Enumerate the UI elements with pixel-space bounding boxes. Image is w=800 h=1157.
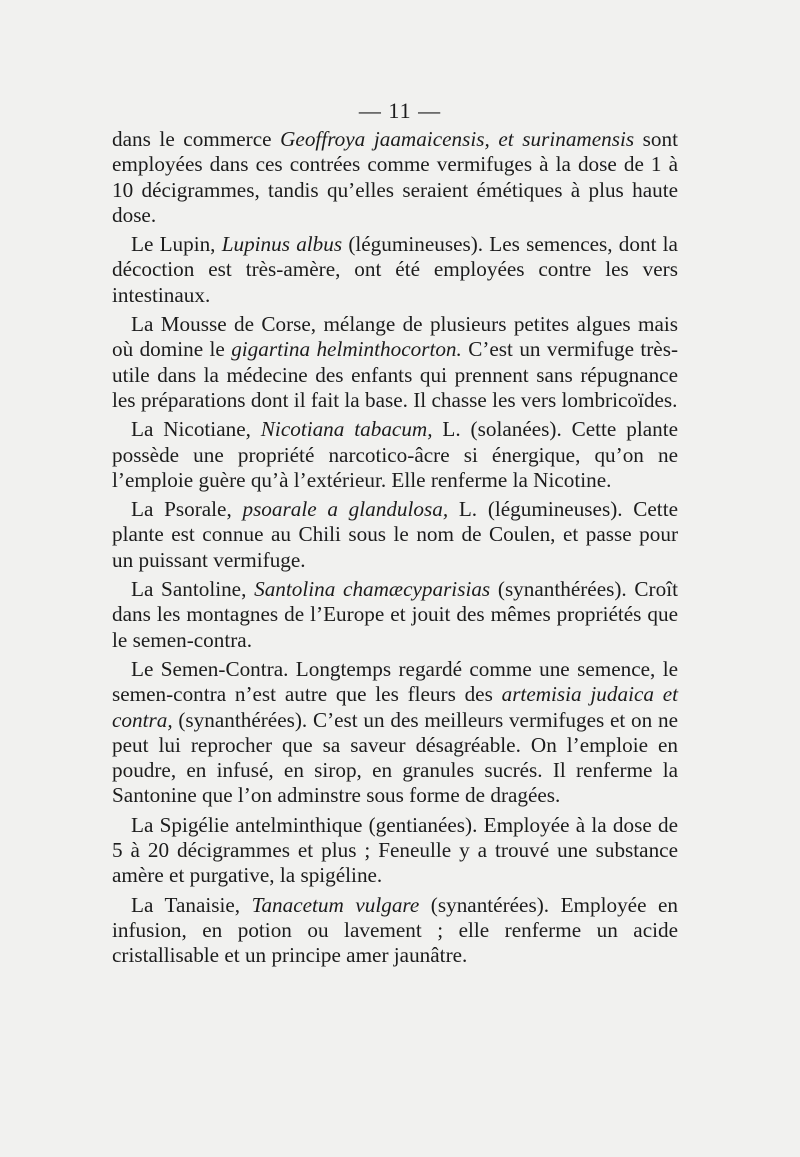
text-run: (synanthérées). C’est un des meilleurs vermifuges et on ne peut lui reprocher que sa saveur désagréable. On l’emploie en poudre, en infusé, en sirop, en granules sucrés. Il renferme la Santonine que l’on adminstre sous forme de dragées. [112,707,678,808]
paragraph-p7 [112,657,678,809]
text-run: L. (légumineuses). Cette plante est connue au Chili sous le nom de Coulen, et passe pour un puissant vermifuge. [112,497,678,572]
text-run: C’est un vermifuge très-utile dans la médecine des enfants qui prennent sans répugnance les préparations dont il fait la base. Il chasse les vers lombricoïdes. [112,337,679,412]
text-run: La Nicotiane, [131,417,261,442]
body-text [112,127,678,973]
species-name: Geoffroya jaamaicensis, [280,127,490,151]
text-run: La Santoline, [131,577,255,602]
paragraph-p9 [112,893,678,969]
paragraph-p3 [112,312,678,413]
species-name: artemisia judaica et contra, [112,682,679,732]
species-name: gigartina helminthocorton. [231,337,462,362]
text-run: La Psorale, [131,497,243,522]
text-run: (synanthérées). Croît dans les montagnes de l’Europe et jouit des mêmes propriétés que le semen-contra. [112,577,678,652]
species-name: Nicotiana tabacum, [260,417,433,442]
paragraph-p4 [112,417,678,493]
paragraph-p6 [112,577,678,653]
text-run: (légumineuses). Les semences, dont la décoction est très-amère, ont été employées contre les vers intestinaux. [112,232,678,307]
species-name: Santolina chamæcyparisias [254,577,491,602]
text-run: (synantérées). Employée en infusion, en potion ou lavement ; elle renferme un acide cristallisable et un principe amer jaunâtre. [112,892,678,968]
text-run: Le Lupin, [131,232,222,257]
species-name: Tanacetum vulgare [251,892,420,917]
text-run: La Mousse de Corse, mélange de plusieurs petites algues mais où domine le [112,312,678,362]
text-run: L. (solanées). Cette plante possède une propriété narcotico-âcre si énergique, qu’on ne l’emploie guère qu’à l’extérieur. Elle renferme la Nicotine. [112,417,678,492]
paragraph-p5 [112,497,678,573]
species-name: psoarale a glandulosa, [242,497,449,522]
paragraph-p1 [112,127,678,228]
paragraph-p8 [112,813,678,889]
paragraph-p2 [112,232,678,308]
text-run: La Spigélie antelminthique (gentianées). Employée à la dose de 5 à 20 décigrammes et plus ; Feneulle y a trouvé une substance amère et purgative, la spigéline. [112,812,678,888]
text-run: Le Semen-Contra. Longtemps regardé comme une semence, le semen-contra n’est autre que les fleurs des [112,656,678,707]
page-number: — 11 — [358,98,442,123]
text-run: dans le commerce [112,127,281,151]
species-name: et surinamensis [498,127,635,151]
text-run: sont employées dans ces contrées comme vermifuges à la dose de 1 à 10 décigrammes, tandis qu’elles seraient émétiques à plus haute dose. [112,127,679,227]
text-run: La Tanaisie, [131,892,252,917]
species-name: Lupinus albus [221,232,343,257]
